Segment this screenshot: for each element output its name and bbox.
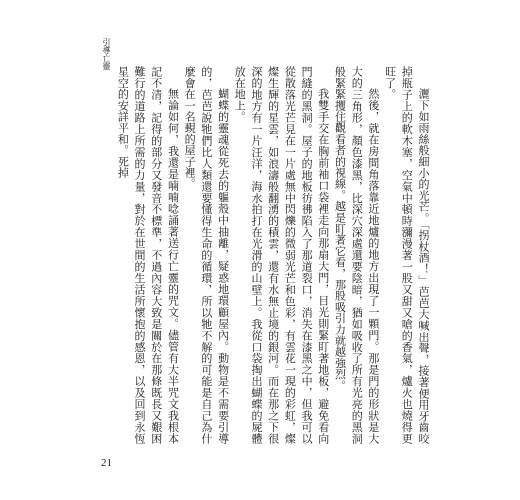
paragraph-5: 無論如何，我還是喃喃唸誦著送行亡靈的咒文。儘管有大半咒文我根本記不清，記得的部分又發音不標準，不過內容大致是關於在那條既長又艱困難行的道路上所需的力量，對於在世間的生活所懷抱的感恩，以及回到永恆星空的安詳平和。死掉	[116, 66, 180, 444]
body-text	[116, 66, 431, 444]
paragraph-2: 然後，就在房間角落靠近地爐的地方出現了一顆門。那是門的形狀是大大的三角形，顏色漆黑，比深穴深處還要陰暗，猶如吸收了所有光亮的黑洞般緊緊攫住觀看者的視線。越是盯著它看，那股吸引力就越強烈。	[333, 66, 380, 444]
paragraph-3: 我雙手交在胸前袖口袋裡走向那扇大門，目光則緊盯著地板，避免看向門縫的黑洞。屋子的地板彷彿陷入了那道裂口，消失在漆黑之中，但我可以從散落光芒見在一片處無中閃爍的微弱光芒和色彩，有雲花一現的彩虹，燦燦生輝的星雲，如浪濤般翻湧的積雲，還有水無止境的銀河。而在那之下很深的地方有一片汪洋，海水拍打在光滑的山壁上。我從口袋掏出蝴蝶的屍體放在地上。	[233, 66, 330, 444]
paragraph-4: 蝴蝶的靈魂從死去的軀殼中抽離，疑惑地環顧屋內。動物是不需要引導的，芭芭說牠們比人類還要懂得生命的循環，所以牠不解的可能是自己為什麼會在一名覡的屋子裡。	[183, 66, 230, 444]
page-number: 21	[101, 457, 112, 469]
paragraph-1: 灑下如雨絲般細小的光芒。「拐杖酒！」芭芭大喊出聲，接著便用牙齒咬掉瓶子上的軟木塞，空氣中頓時瀰漫著一股又甜又嗆的香氣，爐火也燒得更旺了。	[383, 66, 430, 444]
running-header: 引導亡靈	[102, 38, 111, 70]
